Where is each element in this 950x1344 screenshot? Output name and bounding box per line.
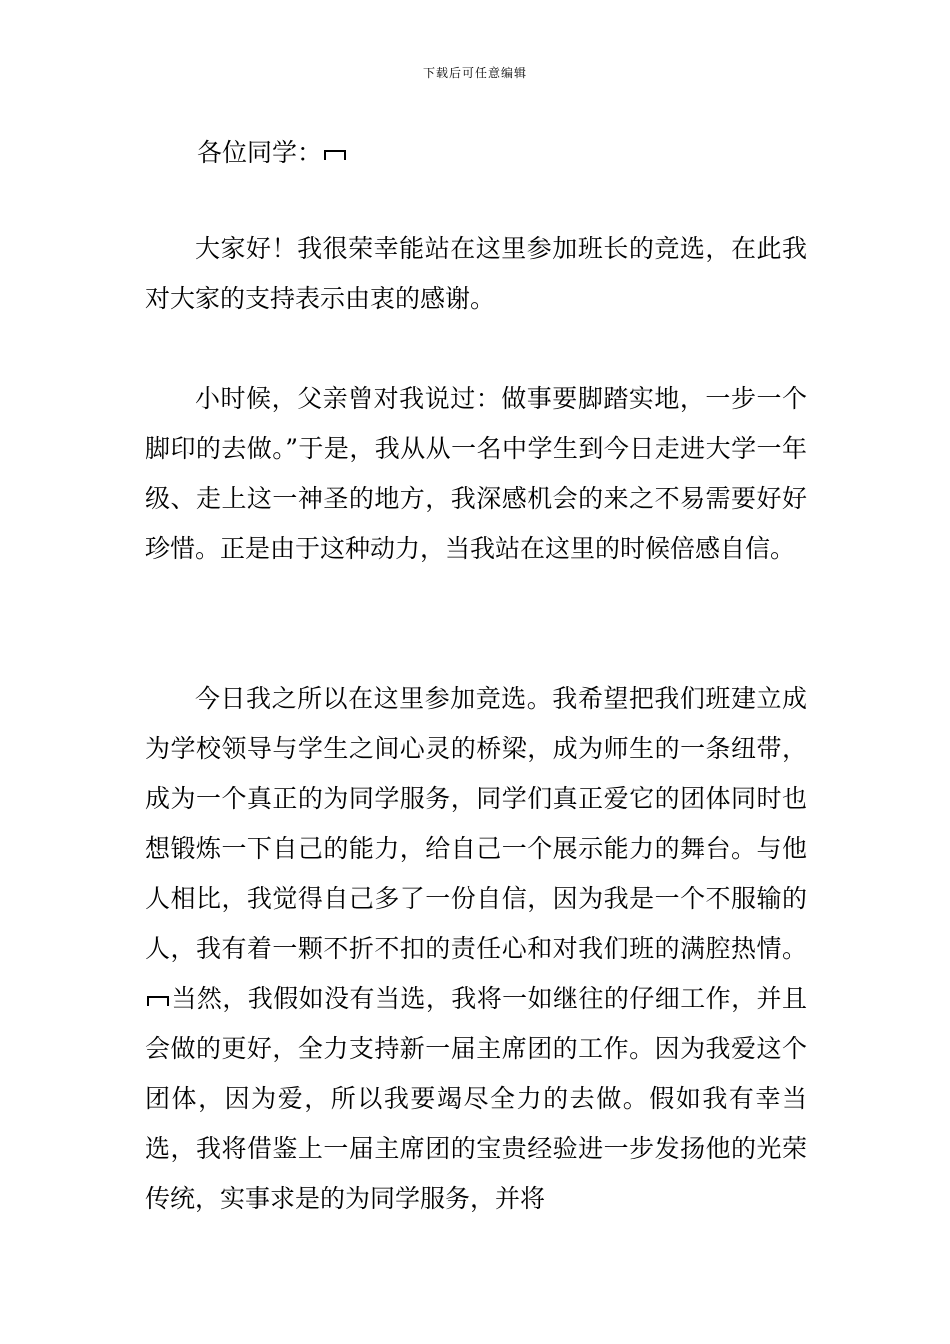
- paragraph-childhood: 小时候，父亲曾对我说过：做事要脚踏实地，一步一个脚印的去做。”于是，我从从一名中学生到今日走进大学一年级、走上这一神圣的地方，我深感机会的来之不易需要好好珍惜。正是由于这种动力，当我站在这里的时候倍感自信。: [145, 384, 807, 563]
- placeholder-glyph-icon: [147, 996, 169, 1006]
- letter-salutation: [197, 128, 817, 178]
- salutation-text: 各位同学：: [197, 138, 323, 167]
- paragraph-campaign: [145, 674, 807, 1224]
- paragraph-greeting: 大家好！我很荣幸能站在这里参加班长的竞选，在此我对大家的支持表示由衷的感谢。: [145, 234, 807, 313]
- paragraph-campaign-part2: 当然，我假如没有当选，我将一如继往的仔细工作，并且会做的更好，全力支持新一届主席团的工作。因为我爱这个团体，因为爱，所以我要竭尽全力的去做。假如我有幸当选，我将借鉴上一届主席团的宝贵经验进一步发扬他的光荣传统，实事求是的为同学服务，并将: [145, 984, 807, 1213]
- paragraph-campaign-part1: 今日我之所以在这里参加竞选。我希望把我们班建立成为学校领导与学生之间心灵的桥梁，成为师生的一条纽带，成为一个真正的为同学服务，同学们真正爱它的团体同时也想锻炼一下自己的能力，给自己一个展示能力的舞台。与他人相比，我觉得自己多了一份自信，因为我是一个不服输的人，我有着一颗不折不扣的责任心和对我们班的满腔热情。: [145, 684, 807, 963]
- placeholder-glyph-icon: [324, 150, 346, 160]
- page-header-note: 下载后可任意编辑: [422, 66, 527, 80]
